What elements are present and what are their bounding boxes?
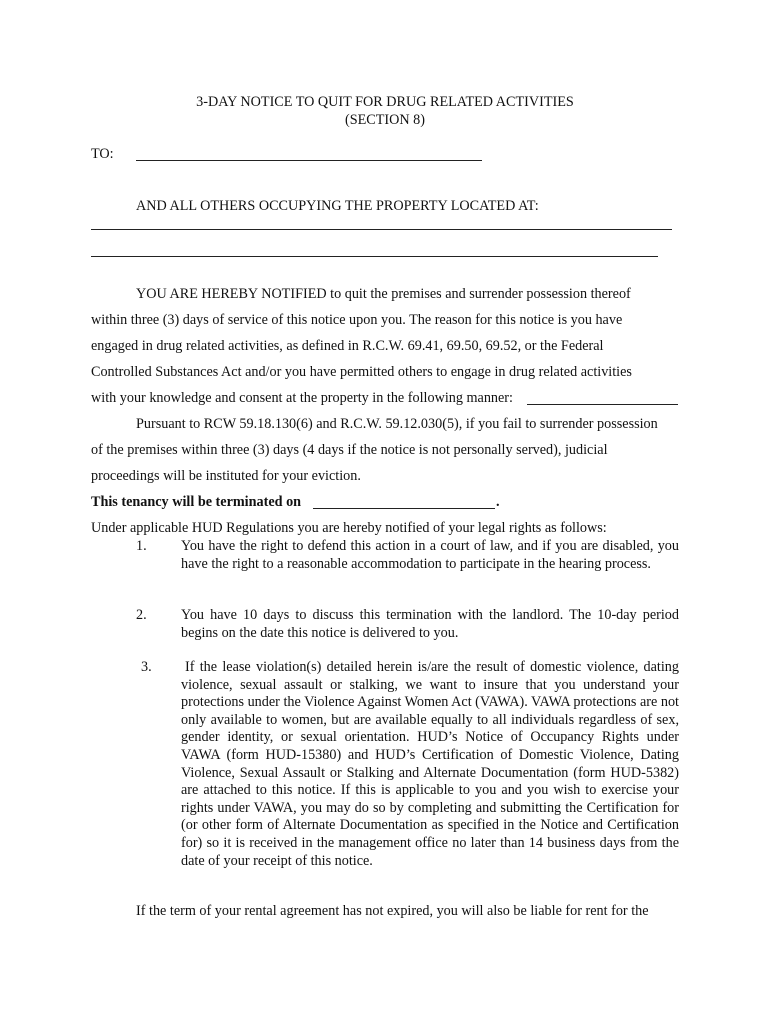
termination-label: This tenancy will be terminated on: [91, 494, 302, 510]
notice-line-4: Controlled Substances Act and/or you have permitted others to engage in drug related activities: [91, 364, 632, 380]
termination-date-line[interactable]: [313, 508, 495, 509]
right-1-number: 1.: [136, 538, 147, 554]
pursuant-line-2: of the premises within three (3) days (4 days if the notice is not personally served), judicial: [91, 442, 608, 458]
document-title: 3-DAY NOTICE TO QUIT FOR DRUG RELATED ACTIVITIES: [196, 94, 574, 110]
right-3-text: If the lease violation(s) detailed herein is/are the result of domestic violence, dating violence, sexual assault or stalking, we want to insure that you understand your protections under the Violence Against Women Act (VAWA). VAWA protections are not only available to women, but are available equally to all individuals regardless of sex, gender identity, or sexual orientation. HUD’s Notice of Occupancy Rights under VAWA (form HUD-15380) and HUD’s Certification of Domestic Violence, Dating Violence, Sexual Assault or Stalking and Alternate Documentation (form HUD-5382) are attached to this notice. If this is applicable to you and you wish to exercise your rights under VAWA, you may do so by completing and submitting the Certification for (or other form of Alternate Documentation as specified in the Notice and Certification for) so it is received in the management office no later than 14 business days from the date of your receipt of this notice.: [181, 659, 679, 869]
to-label: TO:: [91, 146, 114, 162]
right-1-text: You have the right to defend this action in a court of law, and if you are disabled, you have the right to a reasonable accommodation to participate in the hearing process.: [181, 538, 679, 572]
right-3-number: 3.: [141, 659, 152, 675]
hud-intro: Under applicable HUD Regulations you are hereby notified of your legal rights as follows:: [91, 520, 607, 536]
termination-period: .: [496, 494, 500, 510]
notice-line-2: within three (3) days of service of this notice upon you. The reason for this notice is you have: [91, 312, 623, 328]
document-subtitle: (SECTION 8): [345, 112, 425, 128]
property-address-line-1[interactable]: [91, 229, 672, 230]
manner-description-line[interactable]: [527, 404, 678, 405]
notice-line-1: YOU ARE HEREBY NOTIFIED to quit the premises and surrender possession thereof: [136, 286, 631, 302]
right-2-number: 2.: [136, 607, 147, 623]
notice-line-3: engaged in drug related activities, as defined in R.C.W. 69.41, 69.50, 69.52, or the Federal: [91, 338, 604, 354]
closing-line: If the term of your rental agreement has not expired, you will also be liable for rent for the: [136, 903, 649, 919]
recipient-name-line[interactable]: [136, 160, 482, 161]
occupants-heading: AND ALL OTHERS OCCUPYING THE PROPERTY LOCATED AT:: [136, 198, 539, 214]
pursuant-line-3: proceedings will be instituted for your eviction.: [91, 468, 361, 484]
right-2-text: You have 10 days to discuss this termination with the landlord. The 10-day period begins on the date this notice is delivered to you.: [181, 607, 679, 641]
property-address-line-2[interactable]: [91, 256, 658, 257]
pursuant-line-1: Pursuant to RCW 59.18.130(6) and R.C.W. 59.12.030(5), if you fail to surrender possession: [136, 416, 658, 432]
notice-line-5: with your knowledge and consent at the property in the following manner:: [91, 390, 513, 406]
